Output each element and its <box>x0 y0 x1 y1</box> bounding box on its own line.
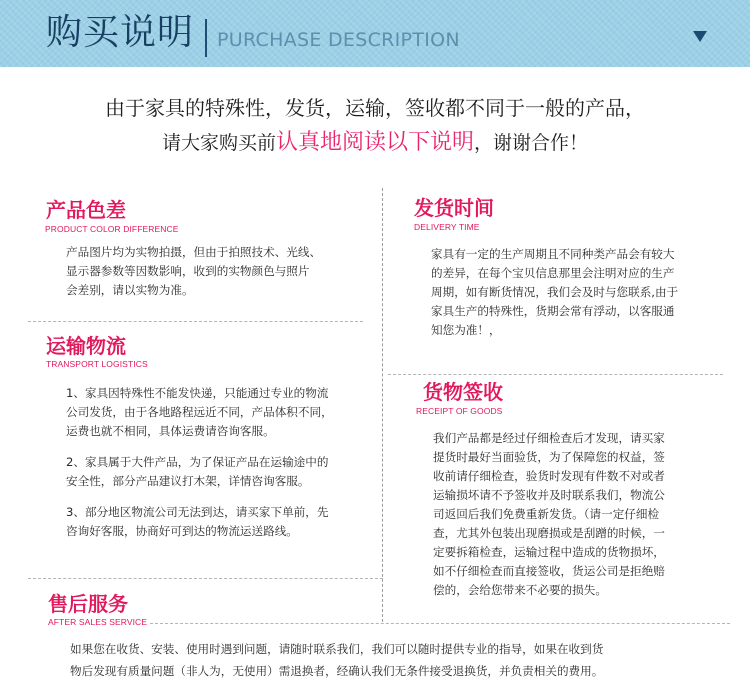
section-subtitle-after-sales: AFTER SALES SERVICE <box>48 617 148 627</box>
text-line: 的差异，在每个宝贝信息那里会注明对应的生产 <box>431 266 675 280</box>
section-title-color-diff: 产品色差 <box>46 198 126 222</box>
text-line: 1、家具因特殊性不能发快递，只能通过专业的物流 <box>66 386 329 400</box>
section-body-transport <box>66 384 366 541</box>
intro-line-2-prefix: 请大家购买前 <box>161 132 276 154</box>
text-line: 公司发货，由于各地路程远近不同，产品体积不同， <box>66 405 333 419</box>
divider-left-2 <box>28 578 383 579</box>
text-line: 查，尤其外包装出现磨损或是刮蹭的时候，一 <box>433 526 665 540</box>
section-body-receipt <box>433 429 733 600</box>
text-line: 提货时最好当面验货，为了保障您的权益，签 <box>433 450 665 464</box>
triangle-down-icon[interactable] <box>693 31 707 42</box>
text-line: 知您为准！， <box>431 323 501 337</box>
section-title-transport: 运输物流 <box>46 334 126 358</box>
intro-line-1: 由于家具的特殊性，发货，运输，签收都不同于一般的产品， <box>105 96 645 120</box>
text-line: 物后发现有质量问题（非人为，无使用）需退换者，经确认我们无条件接受退换货，并负责相关的费用。 <box>70 664 604 678</box>
section-title-receipt: 货物签收 <box>423 380 503 404</box>
divider-footer <box>150 623 730 624</box>
text-line: 家具有一定的生产周期且不同种类产品会有较大 <box>431 247 675 261</box>
page-title: 购买说明 <box>46 12 195 53</box>
section-body-color-diff <box>66 243 366 300</box>
text-line: 运费也就不相同，具体运费请咨询客服。 <box>66 424 275 438</box>
column-divider <box>382 188 383 622</box>
section-body-after-sales <box>70 638 690 682</box>
text-line: 收前请仔细检查，验货时发现有件数不对或者 <box>433 469 665 483</box>
text-line: 偿的，会给您带来不必要的损失。 <box>433 583 607 597</box>
section-subtitle-color-diff: PRODUCT COLOR DIFFERENCE <box>45 224 179 234</box>
intro-highlight: 认真地阅读以下说明 <box>275 130 474 155</box>
text-line: 产品图片均为实物拍摄，但由于拍照技术、光线、 <box>66 245 322 259</box>
text-line: 显示器参数等因数影响，收到的实物颜色与照片 <box>66 264 310 278</box>
text-line: 周期，如有断货情况，我们会及时与您联系,由于 <box>431 285 679 299</box>
section-subtitle-receipt: RECEIPT OF GOODS <box>416 406 503 416</box>
section-body-delivery <box>431 245 731 340</box>
text-line: 我们产品都是经过仔细检查后才发现，请买家 <box>433 431 665 445</box>
text-line: 家具生产的特殊性，货期会常有浮动，以客服通 <box>431 304 675 318</box>
text-line: 运输损坏请不予签收并及时联系我们，物流公 <box>433 488 665 502</box>
section-subtitle-transport: TRANSPORT LOGISTICS <box>46 359 148 369</box>
section-subtitle-delivery: DELIVERY TIME <box>414 222 480 232</box>
text-line: 司返回后我们免费重新发货。（请一定仔细检 <box>433 507 660 521</box>
divider-right-1 <box>388 374 723 375</box>
section-title-after-sales: 售后服务 <box>48 592 128 616</box>
text-line: 咨询好客服，协商好可到达的物流运送路线。 <box>66 524 298 538</box>
text-line: 会差别，请以实物为准。 <box>66 283 194 297</box>
page-subtitle: PURCHASE DESCRIPTION <box>217 29 460 51</box>
intro-line-2 <box>0 129 750 157</box>
header-banner <box>0 0 750 67</box>
intro-line-2-suffix: ，谢谢合作！ <box>474 132 589 154</box>
text-line: 3、部分地区物流公司无法到达，请买家下单前，先 <box>66 505 329 519</box>
section-title-delivery: 发货时间 <box>414 196 494 220</box>
text-line: 定要拆箱检查，运输过程中造成的货物损坏， <box>433 545 665 559</box>
text-line: 如果您在收货、安装、使用时遇到问题，请随时联系我们，我们可以随时提供专业的指导，如果在收到货 <box>70 642 604 656</box>
title-divider <box>205 19 207 57</box>
divider-left-1 <box>28 321 363 322</box>
text-line: 如不仔细检查而直接签收，货运公司是拒绝赔 <box>433 564 665 578</box>
text-line: 安全性，部分产品建议打木架，详情咨询客服。 <box>66 474 310 488</box>
text-line: 2、家具属于大件产品，为了保证产品在运输途中的 <box>66 455 329 469</box>
